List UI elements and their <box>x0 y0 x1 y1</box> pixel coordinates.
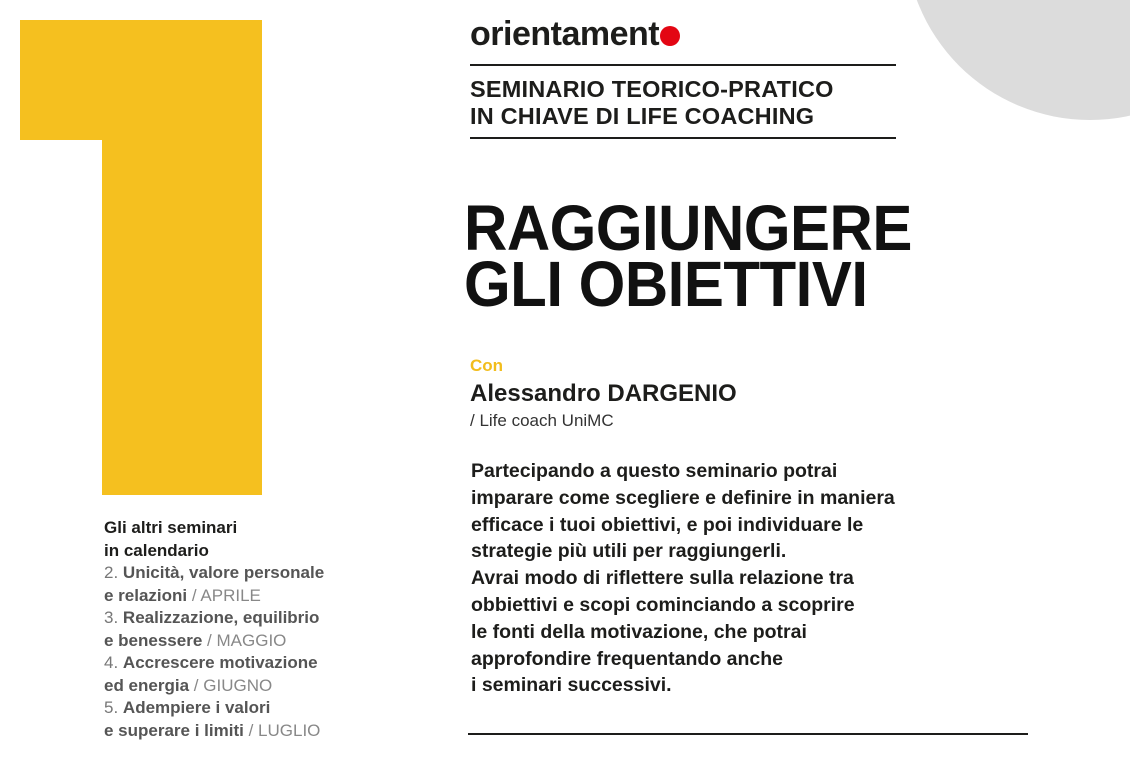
number-one-graphic <box>0 0 270 500</box>
seminar-separator: / <box>193 675 199 695</box>
speaker-role: / Life coach UniMC <box>470 411 614 430</box>
with-label: Con <box>470 356 504 375</box>
seminar-month: MAGGIO <box>216 630 287 650</box>
seminar-month: APRILE <box>200 585 261 605</box>
seminar-item <box>104 562 404 607</box>
title-line: GLI OBIETTIVI <box>464 248 868 320</box>
seminar-number: 2. <box>104 563 119 582</box>
description-line: Avrai modo di riflettere sulla relazione tra <box>471 567 854 590</box>
seminar-name: e benessere <box>104 630 203 650</box>
seminar-number: 4. <box>104 653 119 672</box>
header-rule-bottom <box>470 137 896 139</box>
description-line: obbiettivi e scopi cominciando a scoprire <box>471 593 855 616</box>
description-line: imparare come scegliere e definire in maniera <box>471 486 895 509</box>
brand-logo <box>470 14 680 54</box>
other-seminars-title-line: Gli altri seminari <box>104 518 238 537</box>
seminar-separator: / <box>248 720 254 740</box>
description-line: Partecipando a questo seminario potrai <box>471 460 838 482</box>
title-line: RAGGIUNGERE <box>464 192 912 264</box>
other-seminars-title-line: in calendario <box>104 540 209 560</box>
seminar-name: e superare i limiti <box>104 720 244 740</box>
subtitle-line: SEMINARIO TEORICO-PRATICO <box>470 76 834 102</box>
seminar-separator: / <box>191 585 197 605</box>
seminar-description <box>471 458 1031 699</box>
seminar-name: ed energia <box>104 675 190 695</box>
seminar-name: Accrescere motivazione <box>122 653 318 672</box>
seminar-separator: / <box>207 630 212 650</box>
description-line: approfondire frequentando anche <box>471 647 784 670</box>
header-rule-top <box>470 64 896 66</box>
seminar-name: Unicità, valore personale <box>122 563 325 582</box>
seminar-name: e relazioni <box>104 585 188 605</box>
logo-dot-icon <box>660 26 680 46</box>
seminar-item <box>104 697 404 742</box>
subtitle-line: IN CHIAVE DI LIFE COACHING <box>470 103 815 129</box>
description-line: strategie più utili per raggiungerli. <box>471 540 787 563</box>
seminar-item <box>104 652 404 697</box>
other-seminars-list <box>104 517 404 742</box>
speaker-name: Alessandro DARGENIO <box>470 380 737 407</box>
decorative-circle <box>905 0 1130 120</box>
description-line: efficace i tuoi obiettivi, e poi individuare le <box>471 513 864 536</box>
logo-text: orientament <box>470 15 660 53</box>
description-line: le fonti della motivazione, che potrai <box>471 620 807 643</box>
seminar-name: Adempiere i valori <box>122 698 271 717</box>
seminar-number: 3. <box>104 608 119 627</box>
seminar-subtitle <box>470 76 910 130</box>
page-title <box>464 192 1104 320</box>
seminar-name: Realizzazione, equilibrio <box>122 608 320 627</box>
seminar-month: LUGLIO <box>258 720 321 740</box>
description-line: i seminari successivi. <box>471 674 672 697</box>
seminar-item <box>104 607 404 652</box>
seminar-number: 5. <box>104 698 119 717</box>
footer-rule <box>468 733 1028 735</box>
seminar-month: GIUGNO <box>203 675 273 695</box>
